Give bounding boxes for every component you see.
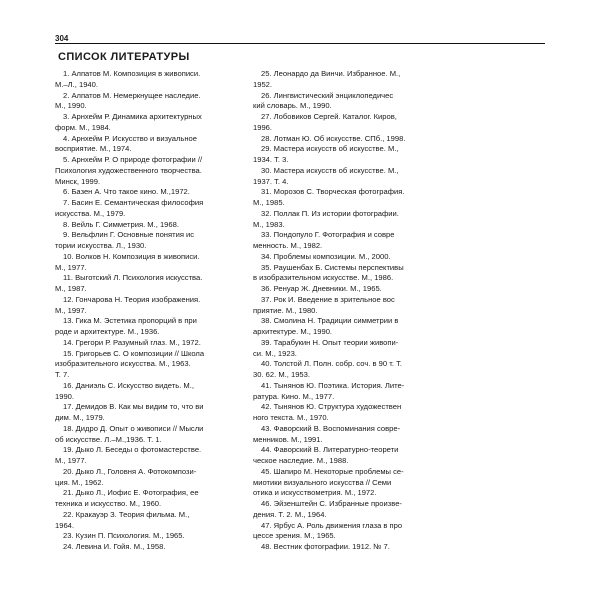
entry-line: 2. Алпатов М. Немеркнущее наследие.	[63, 90, 201, 100]
bibliography-entry	[55, 381, 245, 403]
entry-line: 12. Гончарова Н. Теория изображения.	[63, 294, 201, 304]
entry-line: 46. Эйзенштейн С. Избранные произве-	[261, 499, 402, 508]
entry-line: 29. Мастера искусств об искусстве. М.,	[261, 144, 399, 154]
entry-line: 1937. Т. 4.	[253, 176, 289, 186]
entry-line: 48. Вестник фотографии. 1912. № 7.	[261, 542, 390, 551]
entry-line: ратура. Кино. М., 1977.	[253, 391, 335, 401]
bibliography-entry	[253, 284, 443, 295]
bibliography-entry	[55, 402, 245, 424]
entry-line: восприятие. М., 1974.	[55, 144, 132, 154]
entry-line: 1990.	[55, 391, 75, 401]
entry-line: 31. Морозов С. Творческая фотография.	[261, 187, 405, 197]
entry-line: 34. Проблемы композиции. М., 2000.	[261, 251, 391, 261]
entry-line: 40. Толстой Л. Полн. собр. соч. в 90 т. Т.	[261, 359, 402, 369]
entry-line: техника и искусство. М., 1960.	[55, 499, 162, 508]
bibliography-right-column	[253, 69, 443, 553]
bibliography-entry	[55, 424, 245, 446]
entry-line: 30. Мастера искусств об искусстве. М.,	[261, 165, 399, 175]
entry-line: 10. Волков Н. Композиция в живописи.	[63, 251, 200, 261]
entry-line: си. М., 1923.	[253, 348, 297, 358]
bibliography-entry	[253, 144, 443, 166]
entry-line: М., 1977.	[55, 262, 87, 272]
entry-line: 3. Арнхейм Р. Динамика архитектурных	[63, 112, 202, 121]
entry-line: 1996.	[253, 122, 273, 132]
entry-line: 45. Шапиро М. Некоторые проблемы се-	[261, 466, 404, 476]
entry-line: 1934. Т. 3.	[253, 155, 289, 164]
bibliography-entry	[253, 263, 443, 285]
entry-line: 20. Дыко Л., Головня А. Фотокомпози-	[63, 466, 197, 476]
bibliography-entry	[253, 134, 443, 145]
bibliography-entry	[55, 155, 245, 187]
entry-line: 19. Дыко Л. Беседы о фотомастерстве.	[63, 445, 202, 455]
entry-line: М., 1985.	[253, 198, 285, 207]
bibliography-entry	[253, 359, 443, 381]
entry-line: 9. Вельфлин Г. Основные понятия ис	[63, 230, 195, 240]
bibliography-entry	[55, 295, 245, 317]
page-number: 304	[55, 34, 69, 43]
entry-line: 26. Лингвистический энциклопедичес	[261, 90, 394, 100]
entry-line: 36. Ренуар Ж. Дневники. М., 1965.	[261, 284, 382, 293]
bibliography-entry	[55, 338, 245, 349]
entry-line: 39. Тарабукин Н. Опыт теории живопи-	[261, 337, 399, 347]
bibliography-entry	[55, 134, 245, 156]
bibliography-entry	[253, 467, 443, 499]
entry-line: М., 1987.	[55, 284, 87, 293]
entry-line: 18. Дидро Д. Опыт о живописи // Мысли	[63, 423, 204, 433]
entry-line: форм. М., 1984.	[55, 122, 111, 132]
bibliography-entry	[253, 91, 443, 113]
bibliography-entry	[55, 467, 245, 489]
entry-line: Психология художественного творчества.	[55, 165, 202, 175]
bibliography-entry	[253, 424, 443, 446]
entry-line: 37. Рок И. Введение в зрительное вос	[261, 294, 395, 304]
entry-line: Т. 7.	[55, 370, 70, 379]
bibliography-entry	[253, 252, 443, 263]
entry-line: 17. Демидов В. Как мы видим то, что ви	[63, 402, 204, 412]
entry-line: архитектуре. М., 1990.	[253, 327, 333, 336]
entry-line: ция. М., 1962.	[55, 477, 104, 487]
entry-line: дения. Т. 2. М., 1964.	[253, 509, 327, 519]
entry-line: изобразительного искусства. М., 1963.	[55, 359, 191, 369]
entry-line: ного текста. М., 1970.	[253, 413, 329, 422]
bibliography-entry	[55, 273, 245, 295]
entry-line: 33. Пондопуло Г. Фотография и совре	[261, 230, 395, 240]
entry-line: 23. Кузин П. Психология. М., 1965.	[63, 531, 185, 541]
bibliography-entry	[253, 295, 443, 317]
entry-line: 16. Даниэль С. Искусство видеть. М.,	[63, 380, 194, 390]
entry-line: Минск, 1999.	[55, 176, 101, 186]
entry-line: 30. 62. М., 1953.	[253, 370, 310, 379]
entry-line: М., 1990.	[55, 101, 87, 111]
entry-line: М., 1983.	[253, 219, 285, 229]
bibliography-entry	[55, 531, 245, 542]
page-title: СПИСОК ЛИТЕРАТУРЫ	[58, 51, 190, 63]
entry-line: об искусстве. Л.–М.,1936. Т. 1.	[55, 434, 162, 444]
bibliography-entry	[55, 230, 245, 252]
bibliography-entry	[253, 402, 443, 424]
entry-line: 32. Поллак П. Из истории фотографии.	[261, 208, 399, 218]
bibliography-entry	[55, 488, 245, 510]
bibliography-entry	[55, 187, 245, 198]
entry-line: М., 1997.	[55, 305, 87, 315]
bibliography-entry	[55, 220, 245, 231]
entry-line: 7. Басин Е. Семантическая философия	[63, 198, 204, 207]
bibliography-left-column	[55, 69, 245, 553]
bibliography-entry	[55, 316, 245, 338]
entry-line: роде и архитектуре. М., 1936.	[55, 327, 160, 336]
entry-line: 4. Арнхейм Р. Искусство и визуальное	[63, 133, 197, 143]
bibliography-entry	[253, 381, 443, 403]
entry-line: 42. Тынянов Ю. Структура художествен	[261, 402, 402, 412]
entry-line: миотики визуального искусства // Семи	[253, 477, 392, 487]
bibliography-entry	[253, 112, 443, 134]
bibliography-entry	[55, 510, 245, 532]
entry-line: 28. Лотман Ю. Об искусстве. СПб., 1998.	[261, 133, 406, 143]
bibliography-entry	[253, 445, 443, 467]
entry-line: 15. Григорьев С. О композиции // Школа	[63, 348, 205, 358]
entry-line: ческое наследие. М., 1988.	[253, 456, 349, 465]
entry-line: 44. Фаворский В. Литературно-теорети	[261, 445, 399, 455]
bibliography-entry	[55, 542, 245, 553]
entry-line: менность. М., 1982.	[253, 241, 323, 250]
entry-line: 5. Арнхейм Р. О природе фотографии //	[63, 155, 203, 164]
entry-line: 47. Ярбус А. Роль движения глаза в про	[261, 520, 403, 530]
bibliography-entry	[55, 112, 245, 134]
entry-line: дим. М., 1979.	[55, 413, 105, 422]
entry-line: 43. Фаворский В. Воспоминания совре-	[261, 423, 401, 433]
entry-line: кий словарь. М., 1990.	[253, 101, 332, 111]
entry-line: отика и искусствометрия. М., 1972.	[253, 488, 377, 498]
entry-line: 1. Алпатов М. Композиция в живописи.	[63, 69, 201, 78]
entry-line: 8. Вейль Г. Симметрия. М., 1968.	[63, 219, 179, 229]
bibliography-entry	[253, 166, 443, 188]
bibliography-entry	[55, 198, 245, 220]
entry-line: 24. Левина И. Гойя. М., 1958.	[63, 542, 166, 551]
entry-line: 22. Кракауэр З. Теория фильма. М.,	[63, 509, 190, 519]
header-rule	[55, 43, 545, 44]
entry-line: тории искусства. Л., 1930.	[55, 241, 147, 250]
bibliography-entry	[253, 521, 443, 543]
entry-line: 38. Смолина Н. Традиции симметрии в	[261, 316, 399, 326]
entry-line: 13. Гика М. Эстетика пропорций в при	[63, 316, 197, 326]
bibliography-entry	[55, 252, 245, 274]
bibliography-entry	[253, 69, 443, 91]
entry-line: 1952.	[253, 79, 273, 89]
entry-line: 35. Раушенбах Б. Системы перспективы	[261, 262, 404, 272]
bibliography-entry	[253, 542, 443, 553]
bibliography-entry	[253, 209, 443, 231]
bibliography-entry	[253, 499, 443, 521]
entry-line: менников. М., 1991.	[253, 434, 323, 444]
entry-line: 27. Лобовиков Сергей. Каталог. Киров,	[261, 112, 397, 121]
entry-line: 11. Выготский Л. Психология искусства.	[63, 273, 203, 283]
bibliography-entry	[253, 316, 443, 338]
entry-line: 25. Леонардо да Винчи. Избранное. М.,	[261, 69, 401, 78]
entry-line: искусства. М., 1979.	[55, 208, 126, 218]
entry-line: 41. Тынянов Ю. Поэтика. История. Лите-	[261, 380, 405, 390]
entry-line: 1964.	[55, 520, 75, 530]
bibliography-entry	[253, 187, 443, 209]
entry-line: приятие. М., 1980.	[253, 305, 318, 315]
bibliography-entry	[55, 349, 245, 381]
bibliography-entry	[55, 91, 245, 113]
entry-line: 14. Грегори Р. Разумный глаз. М., 1972.	[63, 337, 201, 347]
entry-line: М.–Л., 1940.	[55, 79, 98, 89]
entry-line: 21. Дыко Л., Иофис Е. Фотография, ее	[63, 488, 199, 498]
entry-line: 6. Базен А. Что такое кино. М.,1972.	[63, 187, 190, 197]
bibliography-entry	[253, 338, 443, 360]
entry-line: в изобразительном искусстве. М., 1986.	[253, 273, 394, 283]
bibliography-entry	[55, 69, 245, 91]
entry-line: М., 1977.	[55, 456, 87, 465]
bibliography-entry	[55, 445, 245, 467]
entry-line: цессе зрения. М., 1965.	[253, 531, 336, 541]
bibliography-entry	[253, 230, 443, 252]
